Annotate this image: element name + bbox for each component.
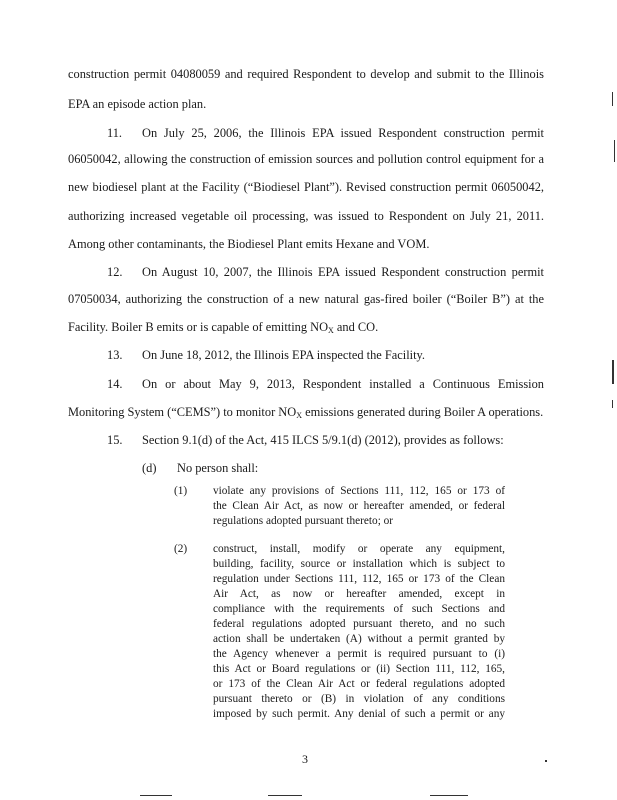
quote-line: this Act or Board regulations or (ii) Section 111, 112, 165,: [213, 663, 505, 675]
scan-mark: [612, 360, 614, 384]
quote-line: federal regulations adopted pursuant thereto, and no such: [213, 618, 505, 630]
paragraph-number: 14.: [107, 377, 123, 391]
paragraph-line: Facility. Boiler B emits or is capable of emitting $NO_X$ and CO.: [68, 320, 379, 335]
paragraph-line: On June 18, 2012, the Illinois EPA inspected the Facility.: [142, 348, 426, 362]
quote-line: the Agency whenever a permit is required pursuant to (i): [213, 648, 505, 660]
scan-mark: [430, 795, 468, 796]
quote-line: or 173 of the Clean Air Act or federal regulations adopted: [213, 678, 505, 690]
scan-mark: [614, 140, 615, 162]
scan-mark: [612, 400, 613, 408]
quote-line: construct, install, modify or operate any equipment,: [213, 543, 505, 555]
paragraph-number: 12.: [107, 265, 123, 279]
quote-line: the Clean Air Act, as now or hereafter amended, or federal: [213, 500, 505, 512]
quote-line: compliance with the requirements of such Sections and: [213, 603, 505, 615]
quote-line: violate any provisions of Sections 111, 112, 165 or 173 of: [213, 485, 505, 497]
quote-line: action shall be undertaken (A) without a permit granted by: [213, 633, 505, 645]
scan-mark: [545, 760, 547, 762]
quote-line: imposed by such permit. Any denial of such a permit or any: [213, 708, 505, 720]
paragraph-line: On July 25, 2006, the Illinois EPA issued Respondent construction permit: [142, 126, 544, 140]
scan-mark: [268, 795, 302, 796]
paragraph-line: 07050034, authorizing the construction of a new natural gas-fired boiler (“Boiler B”) at the: [68, 292, 544, 306]
intro-line: construction permit 04080059 and required Respondent to develop and submit to the Illinois: [68, 67, 544, 81]
subsection-label: (d): [142, 461, 157, 475]
paragraph-number: 15.: [107, 433, 123, 447]
subsection-text: No person shall:: [177, 461, 259, 475]
paragraph-line: Section 9.1(d) of the Act, 415 ILCS 5/9.1(d) (2012), provides as follows:: [142, 433, 504, 447]
paragraph-line: Monitoring System (“CEMS”) to monitor $NO_X$ emissions generated during Boiler A operations.: [68, 405, 544, 420]
paragraph-line: authorizing increased vegetable oil processing, was issued to Respondent on July 21, 2011.: [68, 209, 544, 223]
paragraph-number: 13.: [107, 348, 123, 362]
item-number: (1): [174, 485, 188, 497]
intro-line: EPA an episode action plan.: [68, 97, 207, 111]
paragraph-line: new biodiesel plant at the Facility (“Biodiesel Plant”). Revised construction permit 06050042,: [68, 180, 544, 194]
page-number: 3: [302, 752, 308, 766]
paragraph-line: Among other contaminants, the Biodiesel Plant emits Hexane and VOM.: [68, 237, 430, 251]
paragraph-line: On or about May 9, 2013, Respondent installed a Continuous Emission: [142, 377, 544, 391]
scan-mark: [140, 795, 172, 796]
quote-line: Air Act, as now or hereafter amended, except in: [213, 588, 505, 600]
paragraph-line: 06050042, allowing the construction of emission sources and pollution control equipment for a: [68, 152, 544, 166]
quote-line: building, facility, source or installation which is subject to: [213, 558, 505, 570]
paragraph-line: On August 10, 2007, the Illinois EPA issued Respondent construction permit: [142, 265, 544, 279]
quote-line: regulations adopted pursuant thereto; or: [213, 515, 394, 527]
paragraph-number: 11.: [107, 126, 123, 140]
quote-line: pursuant thereto or (B) in violation of any conditions: [213, 693, 505, 705]
quote-line: regulation under Sections 111, 112, 165 or 173 of the Clean: [213, 573, 505, 585]
scan-mark: [612, 92, 613, 106]
item-number: (2): [174, 543, 188, 555]
